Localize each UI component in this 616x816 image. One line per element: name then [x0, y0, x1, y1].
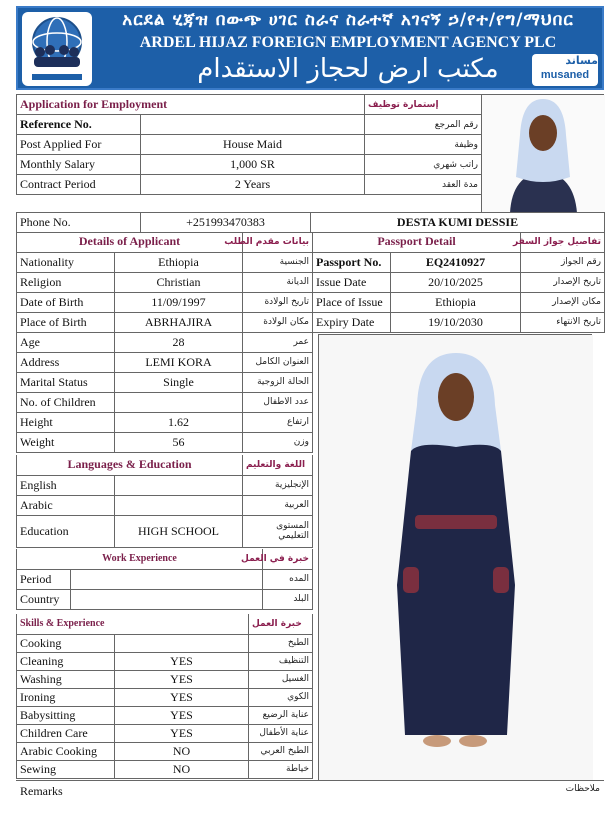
field-value: ABRHAJIRA: [115, 312, 243, 332]
field-label-arabic: وظيفة: [365, 135, 482, 155]
passport-title: Passport Detail: [313, 232, 521, 252]
skills-title-arabic: خبرة العمل: [249, 614, 313, 634]
field-label: Period: [17, 569, 71, 589]
field-label-arabic: الغسيل: [249, 670, 313, 688]
application-title: Application for Employment: [17, 95, 365, 115]
field-value: [71, 589, 263, 609]
field-value: [141, 115, 365, 135]
field-value: NO: [115, 760, 249, 778]
field-label: Place of Birth: [17, 312, 115, 332]
field-value: YES: [115, 706, 249, 724]
field-label-arabic: خياطة: [249, 760, 313, 778]
field-value: House Maid: [141, 135, 365, 155]
skill-row: [17, 670, 313, 688]
phone-name-table: [16, 212, 605, 233]
passport-table: [312, 232, 605, 333]
field-label-arabic: رقم الجواز: [521, 252, 605, 272]
field-label-arabic: تاريخ الإصدار: [521, 272, 605, 292]
field-value: 28: [115, 332, 243, 352]
languages-title: Languages & Education: [17, 455, 243, 475]
field-value: YES: [115, 688, 249, 706]
field-label: Babysitting: [17, 706, 115, 724]
field-row-contract: [17, 175, 482, 195]
field-row-reference: [17, 115, 482, 135]
languages-title-arabic: اللغة والتعليم: [243, 455, 313, 475]
field-label-arabic: الطبخ: [249, 634, 313, 652]
field-label-arabic: الجنسية: [243, 252, 313, 272]
musaned-logo: [532, 54, 598, 86]
field-value: Single: [115, 372, 243, 392]
applicant-photo-small: [481, 94, 604, 212]
field-label-arabic: الطبخ العربي: [249, 742, 313, 760]
applicant-title-arabic: بيانات مقدم الطلب: [243, 232, 313, 252]
field-value: 1,000 SR: [141, 155, 365, 175]
applicant-photo-full: [318, 334, 592, 780]
field-label-arabic: الحالة الزوجية: [243, 372, 313, 392]
passport-title-arabic: تفاصيل جواز السفر: [521, 232, 605, 252]
field-label-arabic: تاريخ الانتهاء: [521, 312, 605, 332]
agency-logo: [22, 12, 92, 86]
field-row-post: [17, 135, 482, 155]
field-label: Country: [17, 589, 71, 609]
field-label-arabic: ارتفاع: [243, 412, 313, 432]
field-label-arabic: تاريخ الولادة: [243, 292, 313, 312]
agency-banner: [16, 6, 604, 90]
field-label: No. of Children: [17, 392, 115, 412]
applicant-row: [17, 372, 313, 392]
field-value: [115, 634, 249, 652]
work-title-arabic: خبرة في العمل: [263, 549, 313, 569]
field-label: Contract Period: [17, 175, 141, 195]
field-label: Expiry Date: [313, 312, 391, 332]
field-value: [71, 569, 263, 589]
field-label-arabic: مدة العقد: [365, 175, 482, 195]
field-label: Cleaning: [17, 652, 115, 670]
application-title-arabic: إستمارة توظيف: [365, 95, 482, 115]
banner-amharic-name: አርደል ሂጃዝ በውጭ ሀገር ስራና ስራተኛ አገናኝ ኃ/የተ/የግ/ማህበር: [122, 10, 574, 30]
field-label-arabic: العربية: [243, 495, 313, 515]
field-value: Ethiopia: [115, 252, 243, 272]
field-label: Arabic: [17, 495, 115, 515]
field-label-arabic: مكان الإصدار: [521, 292, 605, 312]
field-value: YES: [115, 670, 249, 688]
skill-row: [17, 742, 313, 760]
field-label-arabic: التنظيف: [249, 652, 313, 670]
field-label: Education: [17, 515, 115, 547]
field-label-arabic: راتب شهري: [365, 155, 482, 175]
phone-label: Phone No.: [17, 213, 141, 233]
field-label-arabic: الإنجليزية: [243, 475, 313, 495]
applicant-row: [17, 412, 313, 432]
applicant-title: Details of Applicant: [17, 232, 243, 252]
field-label: Children Care: [17, 724, 115, 742]
applicant-name: DESTA KUMI DESSIE: [311, 213, 605, 233]
language-row: [17, 495, 313, 515]
applicant-row: [17, 292, 313, 312]
phone-value: +251993470383: [141, 213, 311, 233]
skill-row: [17, 688, 313, 706]
field-label: Nationality: [17, 252, 115, 272]
skill-row: [17, 634, 313, 652]
work-title: Work Experience: [17, 549, 263, 569]
applicant-row: [17, 272, 313, 292]
field-value: Ethiopia: [391, 292, 521, 312]
work-row: [17, 589, 313, 609]
skills-title: Skills & Experience: [17, 614, 249, 634]
education-row: [17, 515, 313, 547]
field-label: Issue Date: [313, 272, 391, 292]
field-label: Washing: [17, 670, 115, 688]
field-label-arabic: الكوي: [249, 688, 313, 706]
field-label-arabic: رقم المرجع: [365, 115, 482, 135]
applicant-row: [17, 352, 313, 372]
field-label: Cooking: [17, 634, 115, 652]
field-value: YES: [115, 724, 249, 742]
passport-row: [313, 292, 605, 312]
skill-row: [17, 706, 313, 724]
field-value: EQ2410927: [391, 252, 521, 272]
passport-row: [313, 252, 605, 272]
field-label: Weight: [17, 432, 115, 452]
field-label-arabic: وزن: [243, 432, 313, 452]
field-value: [115, 392, 243, 412]
applicant-row: [17, 432, 313, 452]
field-label: Reference No.: [17, 115, 141, 135]
field-row-salary: [17, 155, 482, 175]
banner-english-name: ARDEL HIJAZ FOREIGN EMPLOYMENT AGENCY PLC: [139, 34, 557, 51]
musaned-logo-arabic: مساند: [565, 54, 598, 67]
field-value: [115, 475, 243, 495]
work-table: [16, 549, 313, 610]
passport-row: [313, 272, 605, 292]
field-value: [115, 495, 243, 515]
field-label-arabic: المستوى التعليمي: [243, 515, 313, 547]
applicant-row: [17, 252, 313, 272]
field-value: 19/10/2030: [391, 312, 521, 332]
field-label: Sewing: [17, 760, 115, 778]
skill-row: [17, 652, 313, 670]
applicant-row: [17, 332, 313, 352]
language-row: [17, 475, 313, 495]
field-label: Ironing: [17, 688, 115, 706]
field-label: Address: [17, 352, 115, 372]
field-value: YES: [115, 652, 249, 670]
field-label: Height: [17, 412, 115, 432]
work-row: [17, 569, 313, 589]
field-value: 20/10/2025: [391, 272, 521, 292]
applicant-row: [17, 392, 313, 412]
remarks-label: Remarks: [20, 784, 63, 798]
field-label: Religion: [17, 272, 115, 292]
field-value: LEMI KORA: [115, 352, 243, 372]
applicant-details-table: [16, 232, 313, 453]
field-value: Christian: [115, 272, 243, 292]
skill-row: [17, 760, 313, 778]
field-label-arabic: البلد: [263, 589, 313, 609]
field-label: Arabic Cooking: [17, 742, 115, 760]
field-value: 11/09/1997: [115, 292, 243, 312]
field-label-arabic: الديانة: [243, 272, 313, 292]
application-table: [16, 94, 482, 195]
applicant-row: [17, 312, 313, 332]
field-label-arabic: المده: [263, 569, 313, 589]
remarks-row: [16, 780, 604, 800]
field-label-arabic: عمر: [243, 332, 313, 352]
skill-row: [17, 724, 313, 742]
field-label: Monthly Salary: [17, 155, 141, 175]
banner-arabic-name: مكتب ارض لحجاز الاستقدام: [197, 54, 499, 84]
field-label-arabic: مكان الولادة: [243, 312, 313, 332]
field-label: Date of Birth: [17, 292, 115, 312]
skills-table: [16, 614, 313, 779]
musaned-logo-english: musaned: [540, 69, 590, 81]
field-label-arabic: عناية الأطفال: [249, 724, 313, 742]
field-value: NO: [115, 742, 249, 760]
field-label: Post Applied For: [17, 135, 141, 155]
field-value: 56: [115, 432, 243, 452]
field-label-arabic: عدد الاطفال: [243, 392, 313, 412]
field-label: Marital Status: [17, 372, 115, 392]
remarks-label-arabic: ملاحظات: [565, 784, 600, 794]
field-label-arabic: عناية الرضيع: [249, 706, 313, 724]
languages-table: [16, 455, 313, 548]
field-label: English: [17, 475, 115, 495]
field-value: 1.62: [115, 412, 243, 432]
field-label-arabic: العنوان الكامل: [243, 352, 313, 372]
field-value: 2 Years: [141, 175, 365, 195]
passport-row: [313, 312, 605, 332]
field-label: Passport No.: [313, 252, 391, 272]
field-label: Age: [17, 332, 115, 352]
field-label: Place of Issue: [313, 292, 391, 312]
field-value: HIGH SCHOOL: [115, 515, 243, 547]
